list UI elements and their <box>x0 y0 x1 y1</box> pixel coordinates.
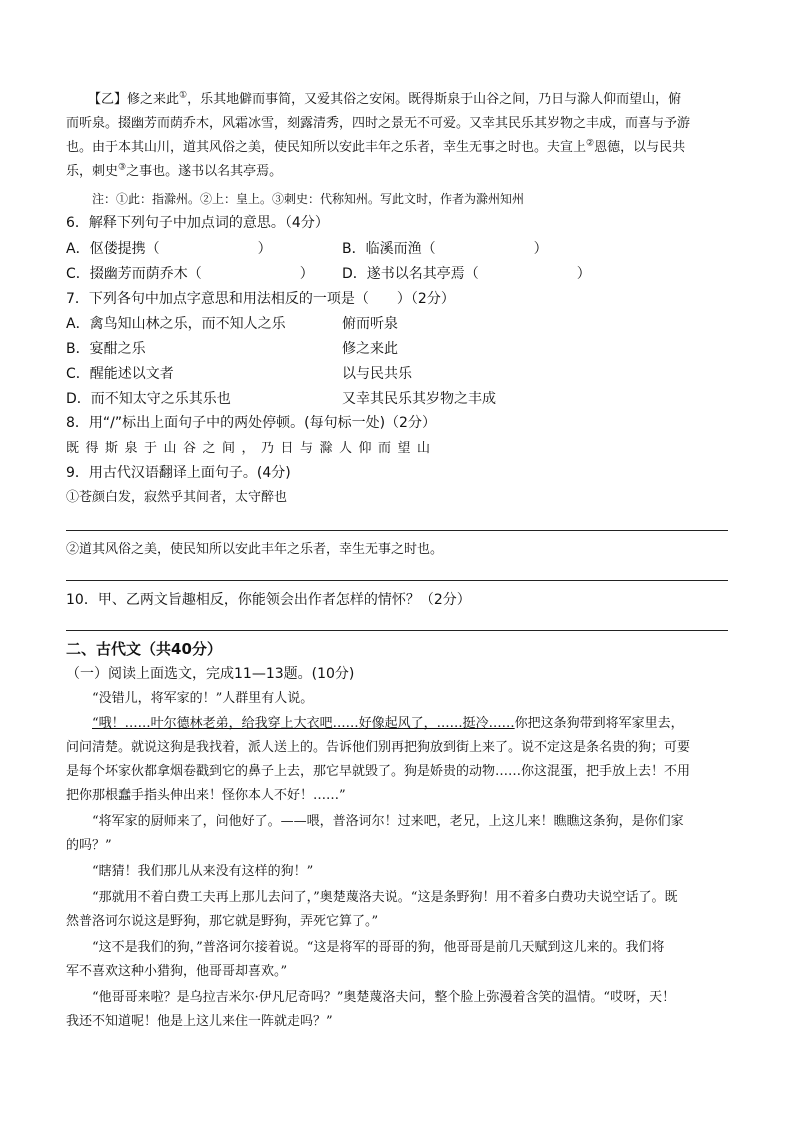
question-7-option-a-pair: 俯而听泉 <box>342 316 398 332</box>
story-paragraph-6-line-2: 军不喜欢这种小猎狗，他哥哥却喜欢。” <box>66 964 288 979</box>
question-9-stem: 9．用古代汉语翻译上面句子。(4分) <box>66 465 291 481</box>
passage-line-1: 【乙】修之来此①，乐其地僻而事简，又爱其俗之安闲。既得斯泉于山谷之间，乃日与滁人仰而望山，俯 <box>88 90 682 107</box>
question-6-option-a: A．伛偻提携（ ） <box>66 241 272 257</box>
answer-line-2[interactable] <box>66 580 728 581</box>
story-paragraph-5-line-1: “那就用不着白费工夫再上那儿去问了，”奥楚蔑洛夫说。“这是条野狗！用不着多白费功夫说空话了。既 <box>92 890 678 905</box>
passage-notes: 注：①此：指滁州。②上：皇上。③刺史：代称知州。写此文时，作者为滁州知州 <box>92 192 525 206</box>
story-paragraph-3-line-1: “将军家的厨师来了，问他好了。——喂，普洛诃尔！过来吧，老兄，上这儿来！瞧瞧这条狗，是你们家 <box>92 814 684 829</box>
question-7-option-a: A．禽鸟知山林之乐，而不知人之乐 <box>66 316 286 332</box>
answer-line-1[interactable] <box>66 530 728 531</box>
underlined-sentence: “哦！……叶尔德林老弟，给我穿上大衣吧……好像起风了，……挺冷…… <box>92 716 515 731</box>
question-7-option-b-pair: 修之来此 <box>342 341 398 357</box>
story-paragraph-7-line-2: 我还不知道呢！他是上这儿来住一阵就走吗？” <box>66 1014 333 1029</box>
question-6-option-d: D．遂书以名其亭焉（ ） <box>342 266 591 282</box>
story-paragraph-7-line-1: “他哥哥来啦？是乌拉吉米尔·伊凡尼奇吗？”奥楚蔑洛夫问，整个脸上弥漫着含笑的温情。“哎呀，天！ <box>92 990 676 1005</box>
question-8-sentence: 既得斯泉于山谷之间，乃日与滁人仰而望山 <box>66 441 437 456</box>
question-7-stem: 7．下列各句中加点字意思和用法相反的一项是（ ）（2分） <box>66 291 455 307</box>
story-paragraph-2-line-3: 是每个坏家伙都拿烟卷戳到它的鼻子上去，那它早就毁了。狗是娇贵的动物……你这混蛋，把手放上去！不用 <box>66 764 691 779</box>
story-paragraph-6-line-1: “这不是我们的狗，”普洛诃尔接着说。“这是将军的哥哥的狗，他哥哥是前几天赋到这儿来的。我们将 <box>92 940 665 955</box>
story-paragraph-2-line-1: “哦！……叶尔德林老弟，给我穿上大衣吧……好像起风了，……挺冷……你把这条狗带到将军家里去， <box>92 716 684 731</box>
question-7-option-d: D．而不知太守之乐其乐也 <box>66 391 231 407</box>
question-6-option-b: B．临溪而渔（ ） <box>342 241 548 257</box>
question-6-stem: 6．解释下列句子中加点词的意思。（4分） <box>66 215 329 231</box>
story-paragraph-2-line-4: 把你那根蠢手指头伸出来！怪你本人不好！……” <box>66 788 346 803</box>
section-2-subheading: （一）阅读上面选文，完成11—13题。(10分) <box>66 666 355 682</box>
question-10-stem: 10．甲、乙两文旨趣相反，你能领会出作者怎样的情怀？（2分） <box>66 592 471 608</box>
question-7-option-b: B．宴酣之乐 <box>66 341 146 357</box>
passage-line-4: 乐，刺史③之事也。遂书以名其亭焉。 <box>66 162 283 179</box>
story-paragraph-1: “没错儿，将军家的！”人群里有人说。 <box>92 691 314 706</box>
story-paragraph-3-line-2: 的吗？” <box>66 838 112 853</box>
question-9-sentence-2: ②道其风俗之美，使民知所以安此丰年之乐者，幸生无事之时也。 <box>66 542 444 557</box>
question-7-option-c-pair: 以与民共乐 <box>342 366 412 382</box>
question-7-option-d-pair: 又幸其民乐其岁物之丰成 <box>342 391 496 407</box>
story-paragraph-4: “瞎猜！我们那儿从来没有这样的狗！” <box>92 864 314 879</box>
passage-line-3: 也。由于本其山川，道其风俗之美，使民知所以安此丰年之乐者，幸生无事之时也。夫宣上②恩德，以与民共 <box>66 138 686 155</box>
story-paragraph-2-line-2: 问问清楚。就说这狗是我找着，派人送上的。告诉他们别再把狗放到街上来了。说不定这是条名贵的狗；可要 <box>66 740 691 755</box>
question-8-stem: 8．用“/”标出上面句子中的两处停顿。(每句标一处)（2分） <box>66 415 436 431</box>
story-paragraph-5-line-2: 然普洛诃尔说这是野狗，那它就是野狗，弄死它算了。” <box>66 914 379 929</box>
question-7-option-c: C．醒能述以文者 <box>66 366 174 382</box>
passage-line-2: 而听泉。掇幽芳而荫乔木，风霜冰雪，刻露清秀，四时之景无不可爱。又幸其民乐其岁物之丰成，而喜与予游 <box>66 116 691 131</box>
question-9-sentence-1: ①苍颜白发，寂然乎其间者，太守醉也 <box>66 490 288 505</box>
section-2-heading: 二、古代文（共40分） <box>66 640 222 658</box>
answer-line-3[interactable] <box>66 630 728 631</box>
question-6-option-c: C．掇幽芳而荫乔木（ ） <box>66 266 314 282</box>
